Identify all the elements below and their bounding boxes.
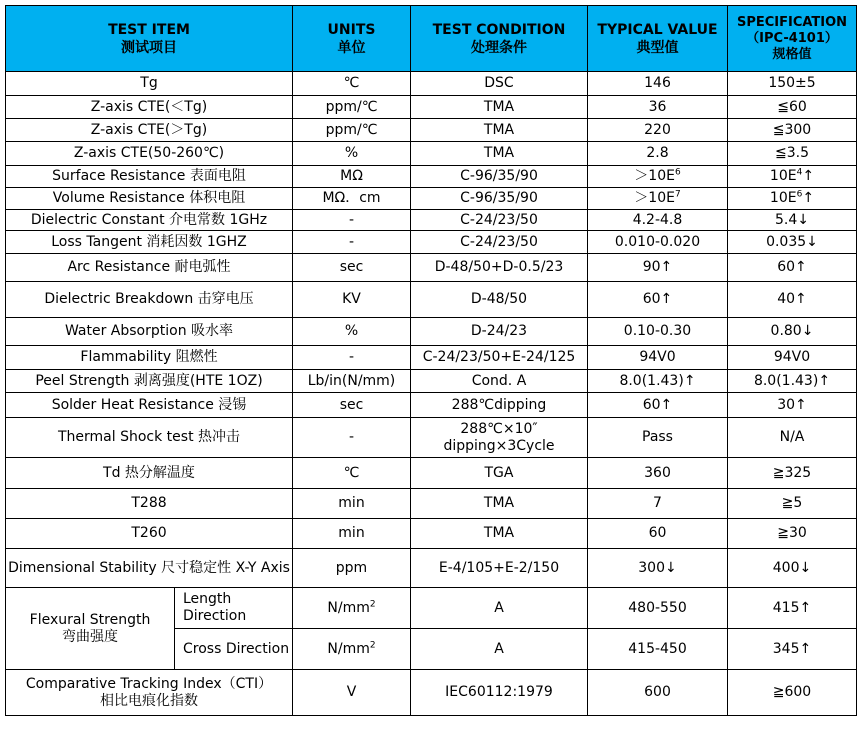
- specification-cell-text: 60: [777, 259, 796, 275]
- condition-cell: [411, 346, 588, 370]
- table-row: [6, 96, 857, 119]
- unit-cell-text: min: [338, 495, 365, 511]
- arrow-down-icon: ↓: [665, 559, 677, 576]
- test-item-cell: Dielectric Constant 介电常数 1GHz: [6, 210, 293, 231]
- table-row: [6, 72, 857, 96]
- unit-cell-text: ppm: [335, 559, 368, 576]
- specification-cell: [728, 166, 857, 188]
- specification-cell-text: N/A: [779, 429, 805, 445]
- condition-cell-text: D-48/50: [470, 291, 528, 307]
- specification-cell-text: ≧5: [781, 495, 803, 511]
- unit-cell-text: -: [348, 349, 355, 365]
- unit-cell-text: ℃: [343, 464, 360, 481]
- typical-value-cell-text: 8.0(1.43): [619, 372, 684, 389]
- unit-cell-exponent: 2: [369, 639, 376, 650]
- condition-cell-text: IEC60112:1979: [445, 684, 553, 700]
- specification-cell: [728, 588, 857, 629]
- test-item-cell: Tg: [6, 72, 293, 96]
- condition-cell-text: TMA: [483, 145, 515, 161]
- condition-cell-text: DSC: [484, 75, 514, 91]
- unit-cell-text: N/mm: [327, 599, 370, 616]
- arrow-up-icon: ↑: [818, 372, 831, 389]
- table-row: [6, 318, 857, 346]
- typical-value-cell: [588, 346, 728, 370]
- table-row: [6, 519, 857, 549]
- unit-cell: [293, 670, 411, 716]
- condition-cell-text: TMA: [483, 121, 515, 138]
- typical-value-cell-text: 4.2-4.8: [632, 211, 683, 228]
- arrow-up-icon: ↑: [802, 190, 815, 206]
- specification-cell-text: ≧600: [772, 684, 812, 700]
- unit-cell: [293, 370, 411, 393]
- typical-value-cell-text: 0.010-0.020: [614, 233, 701, 250]
- specification-cell: [728, 458, 857, 489]
- specification-cell: [728, 282, 857, 318]
- test-item-cell: Dimensional Stability 尺寸稳定性 X-Y Axis: [6, 549, 293, 588]
- unit-cell: [293, 166, 411, 188]
- condition-cell: [411, 458, 588, 489]
- specification-cell-text: ≧30: [777, 525, 807, 541]
- specification-cell: [728, 254, 857, 282]
- typical-value-cell-text: 94V0: [639, 349, 676, 365]
- unit-cell-text: min: [338, 525, 365, 541]
- typical-value-cell: [588, 210, 728, 231]
- condition-cell-text: C-24/23/50: [460, 211, 538, 228]
- table-row: [6, 210, 857, 231]
- typical-value-cell: [588, 588, 728, 629]
- unit-cell: [293, 318, 411, 346]
- unit-cell: [293, 519, 411, 549]
- condition-cell: [411, 629, 588, 670]
- specification-cell-text: 0.035: [766, 233, 807, 250]
- condition-cell-text: Cond. A: [471, 372, 527, 389]
- unit-cell: [293, 588, 411, 629]
- table-row: [6, 231, 857, 254]
- condition-cell: [411, 188, 588, 210]
- unit-cell-text: ppm/℃: [325, 98, 378, 115]
- test-item-cell: Peel Strength 剥离强度(HTE 1OZ): [6, 370, 293, 393]
- table-row: [6, 370, 857, 393]
- condition-cell-text: C-96/35/90: [460, 190, 538, 206]
- specification-cell-text: 5.4: [775, 211, 798, 228]
- specification-cell-exponent: 4: [796, 167, 803, 178]
- condition-cell-text: D-24/23: [470, 323, 528, 339]
- unit-cell-text: V: [346, 684, 357, 700]
- table-row: [6, 393, 857, 418]
- unit-cell: [293, 119, 411, 142]
- typical-value-cell: [588, 231, 728, 254]
- specification-cell: [728, 210, 857, 231]
- test-item-cell: Arc Resistance 耐电弧性: [6, 254, 293, 282]
- specification-cell: [728, 370, 857, 393]
- typical-value-cell-exponent: 7: [674, 189, 681, 200]
- arrow-up-icon: ↑: [660, 291, 673, 307]
- condition-cell: [411, 210, 588, 231]
- unit-cell-text: Lb/in(N/mm): [307, 372, 396, 389]
- unit-cell: [293, 231, 411, 254]
- unit-cell-text: ℃: [343, 75, 360, 91]
- typical-value-cell-text: 60: [642, 291, 661, 307]
- unit-cell: [293, 458, 411, 489]
- specification-cell: [728, 549, 857, 588]
- table-row: [6, 119, 857, 142]
- specification-cell: [728, 72, 857, 96]
- unit-cell-text: MΩ: [340, 168, 363, 184]
- unit-cell-text: -: [348, 211, 355, 228]
- specification-cell-text: 10E: [769, 190, 797, 206]
- arrow-up-icon: ↑: [795, 259, 807, 275]
- condition-cell: [411, 393, 588, 418]
- arrow-up-icon: ↑: [802, 168, 815, 184]
- test-item-cell: Flammability 阻燃性: [6, 346, 293, 370]
- condition-cell: [411, 670, 588, 716]
- specification-cell-text: ≦300: [772, 121, 812, 138]
- typical-value-cell-text: 7: [653, 495, 662, 511]
- typical-value-cell-text: 2.8: [646, 145, 669, 161]
- condition-cell-text: C-24/23/50+E-24/125: [422, 349, 576, 365]
- condition-cell: [411, 72, 588, 96]
- specification-cell: [728, 418, 857, 458]
- specification-cell: [728, 489, 857, 519]
- unit-cell-text: %: [344, 323, 359, 339]
- condition-cell: [411, 588, 588, 629]
- unit-cell: [293, 393, 411, 418]
- specification-cell-text: 94V0: [773, 349, 811, 365]
- specification-cell: [728, 188, 857, 210]
- condition-cell-text: E-4/105+E-2/150: [438, 559, 560, 576]
- arrow-up-icon: ↑: [660, 396, 673, 413]
- condition-cell: [411, 142, 588, 166]
- unit-cell-text: %: [344, 145, 359, 161]
- typical-value-cell: [588, 318, 728, 346]
- typical-value-cell-text: ＞10E: [634, 190, 675, 206]
- table-row: [6, 142, 857, 166]
- typical-value-cell-text: 60: [648, 525, 667, 541]
- typical-value-cell-text: 360: [644, 464, 671, 481]
- flexural-strength-cell: [6, 588, 175, 670]
- unit-cell: [293, 489, 411, 519]
- typical-value-cell-text: 415-450: [628, 640, 687, 657]
- condition-cell-text: 288℃×10″ dipping×3Cycle: [443, 420, 555, 454]
- test-item-cell: T260: [6, 519, 293, 549]
- unit-cell-text: ppm/℃: [325, 121, 378, 138]
- header-units: UNITS 单位: [293, 6, 411, 72]
- specification-cell-text: ≧325: [772, 464, 812, 481]
- test-item-cell: Z-axis CTE(＞Tg): [6, 119, 293, 142]
- typical-value-cell: [588, 96, 728, 119]
- typical-value-cell: [588, 458, 728, 489]
- test-item-cell: Surface Resistance 表面电阻: [6, 166, 293, 188]
- typical-value-cell-text: 600: [644, 684, 671, 700]
- unit-cell: [293, 142, 411, 166]
- header-row: [6, 6, 857, 72]
- flexural-strength-label: Flexural Strength: [29, 611, 151, 628]
- spec-sheet: [5, 5, 857, 716]
- typical-value-cell: [588, 166, 728, 188]
- test-item-cell: Z-axis CTE(＜Tg): [6, 96, 293, 119]
- unit-cell-text: N/mm: [327, 640, 370, 657]
- specification-cell: [728, 231, 857, 254]
- table-row: [6, 489, 857, 519]
- condition-cell-text: TMA: [483, 525, 515, 541]
- flexural-direction-cell: Cross Direction: [175, 629, 293, 670]
- typical-value-cell: [588, 629, 728, 670]
- unit-cell: [293, 629, 411, 670]
- condition-cell: [411, 254, 588, 282]
- typical-value-cell-exponent: 6: [674, 167, 681, 178]
- condition-cell: [411, 166, 588, 188]
- unit-cell-text: MΩ．cm: [322, 190, 381, 206]
- condition-cell: [411, 119, 588, 142]
- typical-value-cell: [588, 370, 728, 393]
- header-test-item: TEST ITEM 测试项目: [6, 6, 293, 72]
- table-row: [6, 458, 857, 489]
- specification-cell: [728, 393, 857, 418]
- flexural-direction-cell: Length Direction: [175, 588, 293, 629]
- specification-cell-text: 400: [772, 559, 800, 576]
- condition-cell-text: 288℃dipping: [451, 396, 547, 413]
- condition-cell: [411, 489, 588, 519]
- table-row: [6, 346, 857, 370]
- test-item-cell: Volume Resistance 体积电阻: [6, 188, 293, 210]
- specification-cell: [728, 142, 857, 166]
- specification-cell-text: 415: [772, 599, 800, 616]
- typical-value-cell: [588, 188, 728, 210]
- arrow-down-icon: ↓: [797, 211, 809, 228]
- unit-cell-text: -: [348, 233, 355, 250]
- test-item-cell: Water Absorption 吸水率: [6, 318, 293, 346]
- typical-value-cell-text: 146: [644, 75, 671, 91]
- condition-cell: [411, 549, 588, 588]
- test-item-cell: Thermal Shock test 热冲击: [6, 418, 293, 458]
- unit-cell: [293, 72, 411, 96]
- unit-cell-text: KV: [342, 291, 361, 307]
- condition-cell-text: C-96/35/90: [460, 168, 538, 184]
- unit-cell: [293, 210, 411, 231]
- header-test-condition: TEST CONDITION 处理条件: [411, 6, 588, 72]
- typical-value-cell: [588, 254, 728, 282]
- typical-value-cell: [588, 119, 728, 142]
- condition-cell-text: A: [494, 640, 504, 657]
- specification-cell: [728, 119, 857, 142]
- test-item-cell: Td 热分解温度: [6, 458, 293, 489]
- unit-cell: [293, 96, 411, 119]
- specification-cell-text: ≦60: [777, 98, 807, 115]
- specification-cell-text: 345: [772, 640, 800, 657]
- specification-cell-text: 40: [777, 291, 796, 307]
- unit-cell: [293, 188, 411, 210]
- condition-cell: [411, 418, 588, 458]
- typical-value-cell: [588, 519, 728, 549]
- specification-cell: [728, 346, 857, 370]
- condition-cell-text: TGA: [484, 464, 514, 481]
- typical-value-cell-text: Pass: [642, 429, 673, 445]
- condition-cell-text: D-48/50+D-0.5/23: [434, 259, 564, 275]
- specification-cell: [728, 670, 857, 716]
- test-item-cell: T288: [6, 489, 293, 519]
- flexural-strength-label-cn: 弯曲强度: [62, 628, 118, 645]
- typical-value-cell-text: 0.10-0.30: [623, 323, 692, 339]
- condition-cell: [411, 96, 588, 119]
- typical-value-cell: [588, 282, 728, 318]
- table-row: [6, 588, 857, 629]
- specification-cell-text: 8.0(1.43): [753, 372, 819, 389]
- typical-value-cell: [588, 418, 728, 458]
- condition-cell: [411, 519, 588, 549]
- typical-value-cell-text: 60: [642, 396, 661, 413]
- test-item-cell: Solder Heat Resistance 浸锡: [6, 393, 293, 418]
- condition-cell-text: TMA: [483, 495, 515, 511]
- test-item-cell: Z-axis CTE(50-260℃): [6, 142, 293, 166]
- arrow-up-icon: ↑: [795, 396, 807, 413]
- unit-cell-text: -: [348, 429, 355, 445]
- typical-value-cell-text: 90: [642, 259, 661, 275]
- cti-label: Comparative Tracking Index（CTI）: [25, 675, 273, 692]
- typical-value-cell: [588, 393, 728, 418]
- test-item-cell: Dielectric Breakdown 击穿电压: [6, 282, 293, 318]
- arrow-up-icon: ↑: [799, 640, 812, 657]
- table-row: [6, 282, 857, 318]
- arrow-up-icon: ↑: [795, 291, 807, 307]
- unit-cell: [293, 418, 411, 458]
- typical-value-cell-text: 36: [648, 98, 667, 115]
- table-row: [6, 549, 857, 588]
- unit-cell: [293, 254, 411, 282]
- specification-cell: [728, 318, 857, 346]
- arrow-down-icon: ↓: [806, 233, 818, 250]
- table-row: [6, 254, 857, 282]
- arrow-up-icon: ↑: [799, 599, 812, 616]
- typical-value-cell-text: 220: [644, 121, 671, 138]
- typical-value-cell-text: 480-550: [628, 599, 687, 616]
- specification-cell-text: 10E: [769, 168, 797, 184]
- typical-value-cell: [588, 549, 728, 588]
- unit-cell-exponent: 2: [369, 598, 376, 609]
- condition-cell: [411, 318, 588, 346]
- condition-cell-text: A: [494, 599, 504, 616]
- specification-cell: [728, 519, 857, 549]
- header-typical-value: TYPICAL VALUE 典型值: [588, 6, 728, 72]
- unit-cell: [293, 549, 411, 588]
- typical-value-cell-text: ＞10E: [634, 168, 675, 184]
- spec-table: [5, 5, 857, 716]
- condition-cell: [411, 370, 588, 393]
- specification-cell-text: 0.80: [770, 323, 802, 339]
- condition-cell-text: C-24/23/50: [460, 233, 538, 250]
- specification-cell: [728, 629, 857, 670]
- unit-cell: [293, 282, 411, 318]
- unit-cell-text: sec: [339, 259, 364, 275]
- test-item-cell: Loss Tangent 消耗因数 1GHZ: [6, 231, 293, 254]
- cti-cell: [6, 670, 293, 716]
- typical-value-cell: [588, 489, 728, 519]
- cti-label-cn: 相比电痕化指数: [100, 692, 198, 709]
- table-row: [6, 188, 857, 210]
- condition-cell: [411, 282, 588, 318]
- condition-cell: [411, 231, 588, 254]
- arrow-down-icon: ↓: [799, 559, 812, 576]
- condition-cell-text: TMA: [483, 98, 515, 115]
- unit-cell-text: sec: [339, 396, 364, 413]
- typical-value-cell-text: 300: [638, 559, 665, 576]
- table-row: [6, 418, 857, 458]
- table-row: [6, 166, 857, 188]
- arrow-up-icon: ↑: [683, 372, 696, 389]
- typical-value-cell: [588, 142, 728, 166]
- arrow-up-icon: ↑: [660, 259, 673, 275]
- arrow-down-icon: ↓: [801, 323, 814, 339]
- table-row: [6, 670, 857, 716]
- specification-cell-text: 150±5: [768, 75, 816, 91]
- specification-cell-text: 30: [777, 396, 796, 413]
- unit-cell: [293, 346, 411, 370]
- specification-cell-text: ≦3.5: [775, 145, 809, 161]
- typical-value-cell: [588, 670, 728, 716]
- header-specification: SPECIFICATION （IPC-4101） 规格值: [728, 6, 857, 72]
- specification-cell: [728, 96, 857, 119]
- specification-cell-exponent: 6: [796, 189, 803, 200]
- typical-value-cell: [588, 72, 728, 96]
